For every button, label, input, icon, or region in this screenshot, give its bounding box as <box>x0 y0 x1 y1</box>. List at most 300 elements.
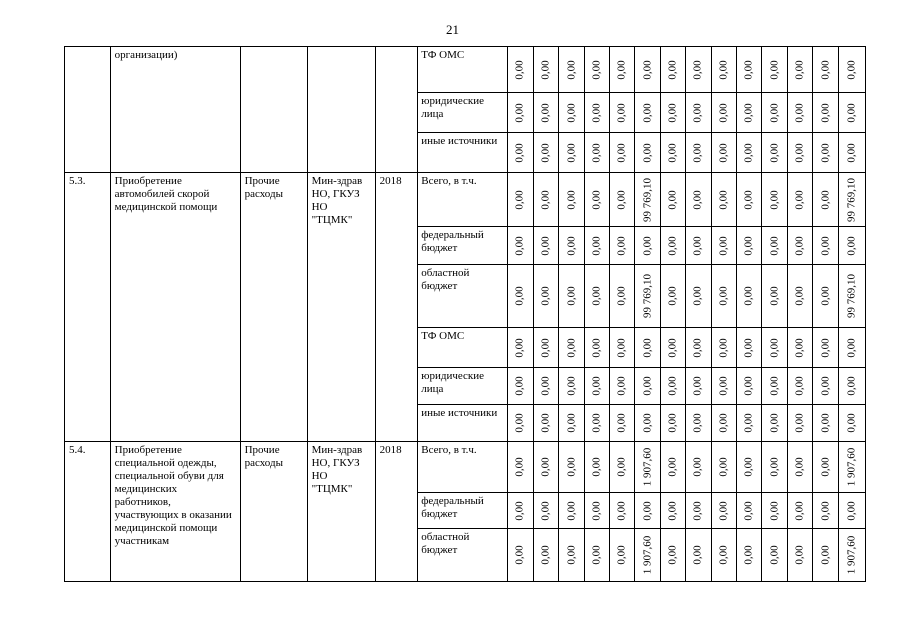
value: 0,00 <box>513 286 526 306</box>
value: 0,00 <box>742 337 755 358</box>
value-cell <box>559 227 584 265</box>
funding-source-cell <box>418 133 507 173</box>
value-cell <box>686 529 711 582</box>
value: 0,00 <box>666 102 679 123</box>
value-cell <box>660 227 685 265</box>
value-cell <box>762 173 787 227</box>
value-cell <box>635 265 660 328</box>
expense-type-cell <box>240 442 307 582</box>
value-cell <box>635 47 660 93</box>
value-cell <box>762 368 787 405</box>
value-cell <box>711 529 736 582</box>
value-cell <box>610 227 635 265</box>
value-cell <box>533 93 558 133</box>
funding-source-cell <box>418 368 507 405</box>
value: 0,00 <box>845 500 858 521</box>
expense-type <box>241 47 307 51</box>
value: 0,00 <box>565 59 578 80</box>
value: 0,00 <box>717 457 730 477</box>
value-cell <box>787 173 812 227</box>
value-cell <box>787 133 812 173</box>
value: 0,00 <box>565 545 578 565</box>
value-cell <box>813 529 839 582</box>
value: 0,00 <box>691 457 704 477</box>
value-cell <box>610 133 635 173</box>
value-cell <box>660 173 685 227</box>
value: 0,00 <box>666 413 679 433</box>
value-cell <box>507 47 533 93</box>
value: 0,00 <box>641 59 654 80</box>
value: 0,00 <box>768 500 781 521</box>
value: 0,00 <box>717 545 730 565</box>
value: 0,00 <box>691 337 704 358</box>
value: 0,00 <box>641 413 654 433</box>
value: 0,00 <box>641 500 654 521</box>
value: 0,00 <box>819 457 832 477</box>
value: 0,00 <box>819 102 832 123</box>
value: 0,00 <box>793 545 806 565</box>
value-cell <box>635 405 660 442</box>
value-cell <box>635 493 660 529</box>
funding-source-cell <box>418 227 507 265</box>
value: 0,00 <box>691 102 704 123</box>
value-cell <box>686 133 711 173</box>
value-cell <box>635 93 660 133</box>
value-cell <box>533 328 558 368</box>
value: 0,00 <box>666 59 679 80</box>
value: 0,00 <box>793 457 806 477</box>
value: 99 769,10 <box>845 177 858 222</box>
funding-source-cell <box>418 173 507 227</box>
value: 0,00 <box>513 337 526 358</box>
value-cell <box>762 93 787 133</box>
value-cell <box>584 47 609 93</box>
value-cell <box>559 493 584 529</box>
value: 0,00 <box>590 142 603 163</box>
value: 0,00 <box>793 235 806 256</box>
value: 0,00 <box>742 189 755 210</box>
value: 0,00 <box>539 286 552 306</box>
funding-source-cell <box>418 328 507 368</box>
value: 0,00 <box>590 102 603 123</box>
value-cell <box>762 493 787 529</box>
funding-source: ТФ ОМС <box>421 49 465 61</box>
value-cell <box>584 405 609 442</box>
value: 99 769,10 <box>845 274 858 318</box>
value: 0,00 <box>742 142 755 163</box>
value-cell <box>813 368 839 405</box>
value-cell <box>787 493 812 529</box>
value: 0,00 <box>565 235 578 256</box>
value: 0,00 <box>615 142 628 163</box>
value: 0,00 <box>641 376 654 396</box>
funding-source-cell <box>418 442 507 493</box>
value: 0,00 <box>666 545 679 565</box>
value: 0,00 <box>615 376 628 396</box>
value-cell <box>686 47 711 93</box>
expense-type: Прочие расходы <box>244 444 283 469</box>
value-cell <box>610 405 635 442</box>
value-cell <box>787 47 812 93</box>
value: 0,00 <box>539 102 552 123</box>
funding-source: федеральный бюджет <box>421 229 484 254</box>
value: 0,00 <box>819 500 832 521</box>
value: 0,00 <box>768 337 781 358</box>
value: 0,00 <box>565 500 578 521</box>
table-row <box>65 47 866 93</box>
value: 0,00 <box>768 59 781 80</box>
value: 0,00 <box>742 376 755 396</box>
value-cell <box>736 93 761 133</box>
value-cell <box>660 493 685 529</box>
value-cell <box>787 227 812 265</box>
value: 0,00 <box>513 189 526 210</box>
value-cell <box>660 93 685 133</box>
value: 0,00 <box>641 235 654 256</box>
value-cell <box>559 529 584 582</box>
value-cell <box>584 93 609 133</box>
value-cell <box>686 173 711 227</box>
value: 0,00 <box>845 142 858 163</box>
value-cell <box>839 405 866 442</box>
value: 1 907,60 <box>845 447 858 487</box>
value-cell <box>839 133 866 173</box>
value: 0,00 <box>590 189 603 210</box>
value-cell <box>711 93 736 133</box>
value: 0,00 <box>691 413 704 433</box>
value-cell <box>813 328 839 368</box>
value: 0,00 <box>717 376 730 396</box>
value: 0,00 <box>565 142 578 163</box>
value: 0,00 <box>666 235 679 256</box>
value: 0,00 <box>717 235 730 256</box>
item-name: Приобретение специальной одежды, специальной обуви для медицинских работников, участвующих в оказании медицинской помощи участникам <box>114 444 232 547</box>
value: 0,00 <box>615 59 628 80</box>
item-name: Приобретение автомобилей скорой медицинской помощи <box>114 175 218 213</box>
value-cell <box>787 93 812 133</box>
value: 0,00 <box>742 545 755 565</box>
value-cell <box>711 442 736 493</box>
value-cell <box>610 93 635 133</box>
value-cell <box>533 442 558 493</box>
value: 0,00 <box>539 413 552 433</box>
value: 0,00 <box>742 286 755 306</box>
value: 0,00 <box>717 102 730 123</box>
value-cell <box>584 493 609 529</box>
expense-type: Прочие расходы <box>244 175 283 200</box>
value: 0,00 <box>845 337 858 358</box>
item-number-cell <box>65 442 111 582</box>
value: 0,00 <box>615 337 628 358</box>
item-number-cell <box>65 173 111 442</box>
value: 0,00 <box>615 189 628 210</box>
value: 0,00 <box>590 500 603 521</box>
value-cell <box>635 173 660 227</box>
executor: Мин-здрав НО, ГКУЗ НО "ТЦМК" <box>311 444 363 495</box>
value-cell <box>610 47 635 93</box>
value: 0,00 <box>513 59 526 80</box>
value: 0,00 <box>768 235 781 256</box>
value: 0,00 <box>539 457 552 477</box>
value-cell <box>559 328 584 368</box>
value: 0,00 <box>615 286 628 306</box>
value: 0,00 <box>539 500 552 521</box>
value-cell <box>610 442 635 493</box>
value-cell <box>813 133 839 173</box>
value: 0,00 <box>768 457 781 477</box>
value-cell <box>610 328 635 368</box>
value: 0,00 <box>590 376 603 396</box>
value-cell <box>711 265 736 328</box>
value: 0,00 <box>691 545 704 565</box>
value: 0,00 <box>691 59 704 80</box>
value-cell <box>686 493 711 529</box>
value-cell <box>736 442 761 493</box>
value-cell <box>610 493 635 529</box>
value: 0,00 <box>793 286 806 306</box>
value: 0,00 <box>768 545 781 565</box>
value-cell <box>762 442 787 493</box>
value-cell <box>762 265 787 328</box>
value: 0,00 <box>793 102 806 123</box>
value: 0,00 <box>717 286 730 306</box>
value: 0,00 <box>565 376 578 396</box>
value: 0,00 <box>513 457 526 477</box>
year: 2018 <box>379 444 402 456</box>
value: 0,00 <box>691 500 704 521</box>
expense-type-cell <box>240 47 307 173</box>
funding-source: федеральный бюджет <box>421 495 484 520</box>
value: 0,00 <box>717 413 730 433</box>
value-cell <box>686 227 711 265</box>
funding-source-cell <box>418 265 507 328</box>
value: 0,00 <box>666 337 679 358</box>
value: 0,00 <box>768 102 781 123</box>
value: 0,00 <box>819 286 832 306</box>
value-cell <box>559 265 584 328</box>
value-cell <box>635 368 660 405</box>
item-name: организации) <box>114 49 178 61</box>
value: 0,00 <box>793 189 806 210</box>
value-cell <box>559 173 584 227</box>
value: 0,00 <box>513 235 526 256</box>
value-cell <box>762 328 787 368</box>
table-row <box>65 442 866 493</box>
value: 0,00 <box>717 500 730 521</box>
funding-source-cell <box>418 47 507 93</box>
value-cell <box>584 328 609 368</box>
value: 0,00 <box>590 235 603 256</box>
value-cell <box>533 529 558 582</box>
value-cell <box>686 93 711 133</box>
value-cell <box>813 442 839 493</box>
value-cell <box>736 328 761 368</box>
budget-table <box>64 46 866 582</box>
value-cell <box>736 227 761 265</box>
value: 0,00 <box>565 286 578 306</box>
value-cell <box>736 173 761 227</box>
value-cell <box>787 368 812 405</box>
value: 0,00 <box>666 142 679 163</box>
value: 0,00 <box>793 337 806 358</box>
value: 0,00 <box>666 189 679 210</box>
value-cell <box>635 442 660 493</box>
value-cell <box>787 328 812 368</box>
value-cell <box>839 493 866 529</box>
value: 0,00 <box>793 142 806 163</box>
value-cell <box>839 328 866 368</box>
value-cell <box>559 368 584 405</box>
year-cell <box>375 442 418 582</box>
executor-cell <box>307 173 375 442</box>
value-cell <box>839 173 866 227</box>
value: 0,00 <box>819 235 832 256</box>
value-cell <box>507 328 533 368</box>
executor: Мин-здрав НО, ГКУЗ НО "ТЦМК" <box>311 175 363 226</box>
executor-cell <box>307 47 375 173</box>
value-cell <box>635 328 660 368</box>
value-cell <box>533 368 558 405</box>
executor-cell <box>307 442 375 582</box>
value-cell <box>711 493 736 529</box>
value-cell <box>559 405 584 442</box>
value: 0,00 <box>819 142 832 163</box>
value-cell <box>711 47 736 93</box>
item-number-cell <box>65 47 111 173</box>
value: 0,00 <box>513 413 526 433</box>
value-cell <box>559 442 584 493</box>
value-cell <box>610 529 635 582</box>
value: 0,00 <box>793 59 806 80</box>
value-cell <box>660 368 685 405</box>
value: 1 907,60 <box>845 535 858 575</box>
funding-source: областной бюджет <box>421 531 470 556</box>
funding-source: иные источники <box>421 135 498 147</box>
value: 0,00 <box>539 142 552 163</box>
value-cell <box>533 265 558 328</box>
value: 1 907,60 <box>641 535 654 575</box>
year <box>376 47 418 51</box>
value: 99 769,10 <box>641 274 654 318</box>
value-cell <box>787 529 812 582</box>
value-cell <box>813 93 839 133</box>
value: 0,00 <box>666 286 679 306</box>
value: 0,00 <box>565 337 578 358</box>
value: 0,00 <box>845 376 858 396</box>
value: 0,00 <box>819 189 832 210</box>
value: 0,00 <box>845 59 858 80</box>
page-number: 21 <box>446 22 459 37</box>
value: 0,00 <box>819 59 832 80</box>
value: 0,00 <box>565 189 578 210</box>
value: 0,00 <box>742 235 755 256</box>
item-number: 5.3. <box>69 175 86 187</box>
value-cell <box>507 493 533 529</box>
item-name-cell <box>110 47 240 173</box>
value: 0,00 <box>539 189 552 210</box>
value: 0,00 <box>666 376 679 396</box>
value-cell <box>686 442 711 493</box>
item-name-cell <box>110 173 240 442</box>
value: 0,00 <box>742 457 755 477</box>
value-cell <box>736 493 761 529</box>
value: 0,00 <box>615 457 628 477</box>
value-cell <box>507 368 533 405</box>
value-cell <box>813 47 839 93</box>
value: 0,00 <box>666 457 679 477</box>
value-cell <box>610 173 635 227</box>
value-cell <box>686 368 711 405</box>
value: 0,00 <box>691 189 704 210</box>
funding-source-cell <box>418 493 507 529</box>
value: 0,00 <box>717 59 730 80</box>
value-cell <box>736 47 761 93</box>
value: 0,00 <box>819 337 832 358</box>
item-number: 5.4. <box>69 444 86 456</box>
value-cell <box>584 368 609 405</box>
value-cell <box>813 173 839 227</box>
value-cell <box>635 227 660 265</box>
value: 0,00 <box>793 500 806 521</box>
value-cell <box>711 227 736 265</box>
value-cell <box>686 328 711 368</box>
value-cell <box>839 93 866 133</box>
value: 0,00 <box>565 413 578 433</box>
value-cell <box>584 265 609 328</box>
value-cell <box>507 265 533 328</box>
value: 0,00 <box>717 189 730 210</box>
funding-source-cell <box>418 405 507 442</box>
value: 0,00 <box>539 235 552 256</box>
value: 0,00 <box>717 142 730 163</box>
value: 0,00 <box>641 142 654 163</box>
value-cell <box>686 265 711 328</box>
value: 0,00 <box>615 102 628 123</box>
value-cell <box>507 173 533 227</box>
value: 0,00 <box>565 457 578 477</box>
value: 0,00 <box>590 59 603 80</box>
funding-source-cell <box>418 529 507 582</box>
value-cell <box>660 405 685 442</box>
value-cell <box>839 265 866 328</box>
year-cell <box>375 173 418 442</box>
value-cell <box>610 368 635 405</box>
value: 0,00 <box>742 59 755 80</box>
value: 0,00 <box>768 286 781 306</box>
value: 0,00 <box>615 413 628 433</box>
value-cell <box>507 529 533 582</box>
value: 0,00 <box>539 376 552 396</box>
value: 0,00 <box>845 413 858 433</box>
value: 0,00 <box>539 59 552 80</box>
value: 0,00 <box>590 286 603 306</box>
value: 0,00 <box>845 102 858 123</box>
funding-source: областной бюджет <box>421 267 470 292</box>
item-number <box>65 47 110 51</box>
value-cell <box>813 405 839 442</box>
value-cell <box>559 47 584 93</box>
value-cell <box>813 265 839 328</box>
value: 0,00 <box>691 376 704 396</box>
executor <box>308 47 375 51</box>
value: 0,00 <box>565 102 578 123</box>
value: 0,00 <box>793 376 806 396</box>
value-cell <box>686 405 711 442</box>
value-cell <box>736 133 761 173</box>
value: 0,00 <box>513 102 526 123</box>
value-cell <box>533 405 558 442</box>
value: 0,00 <box>590 337 603 358</box>
